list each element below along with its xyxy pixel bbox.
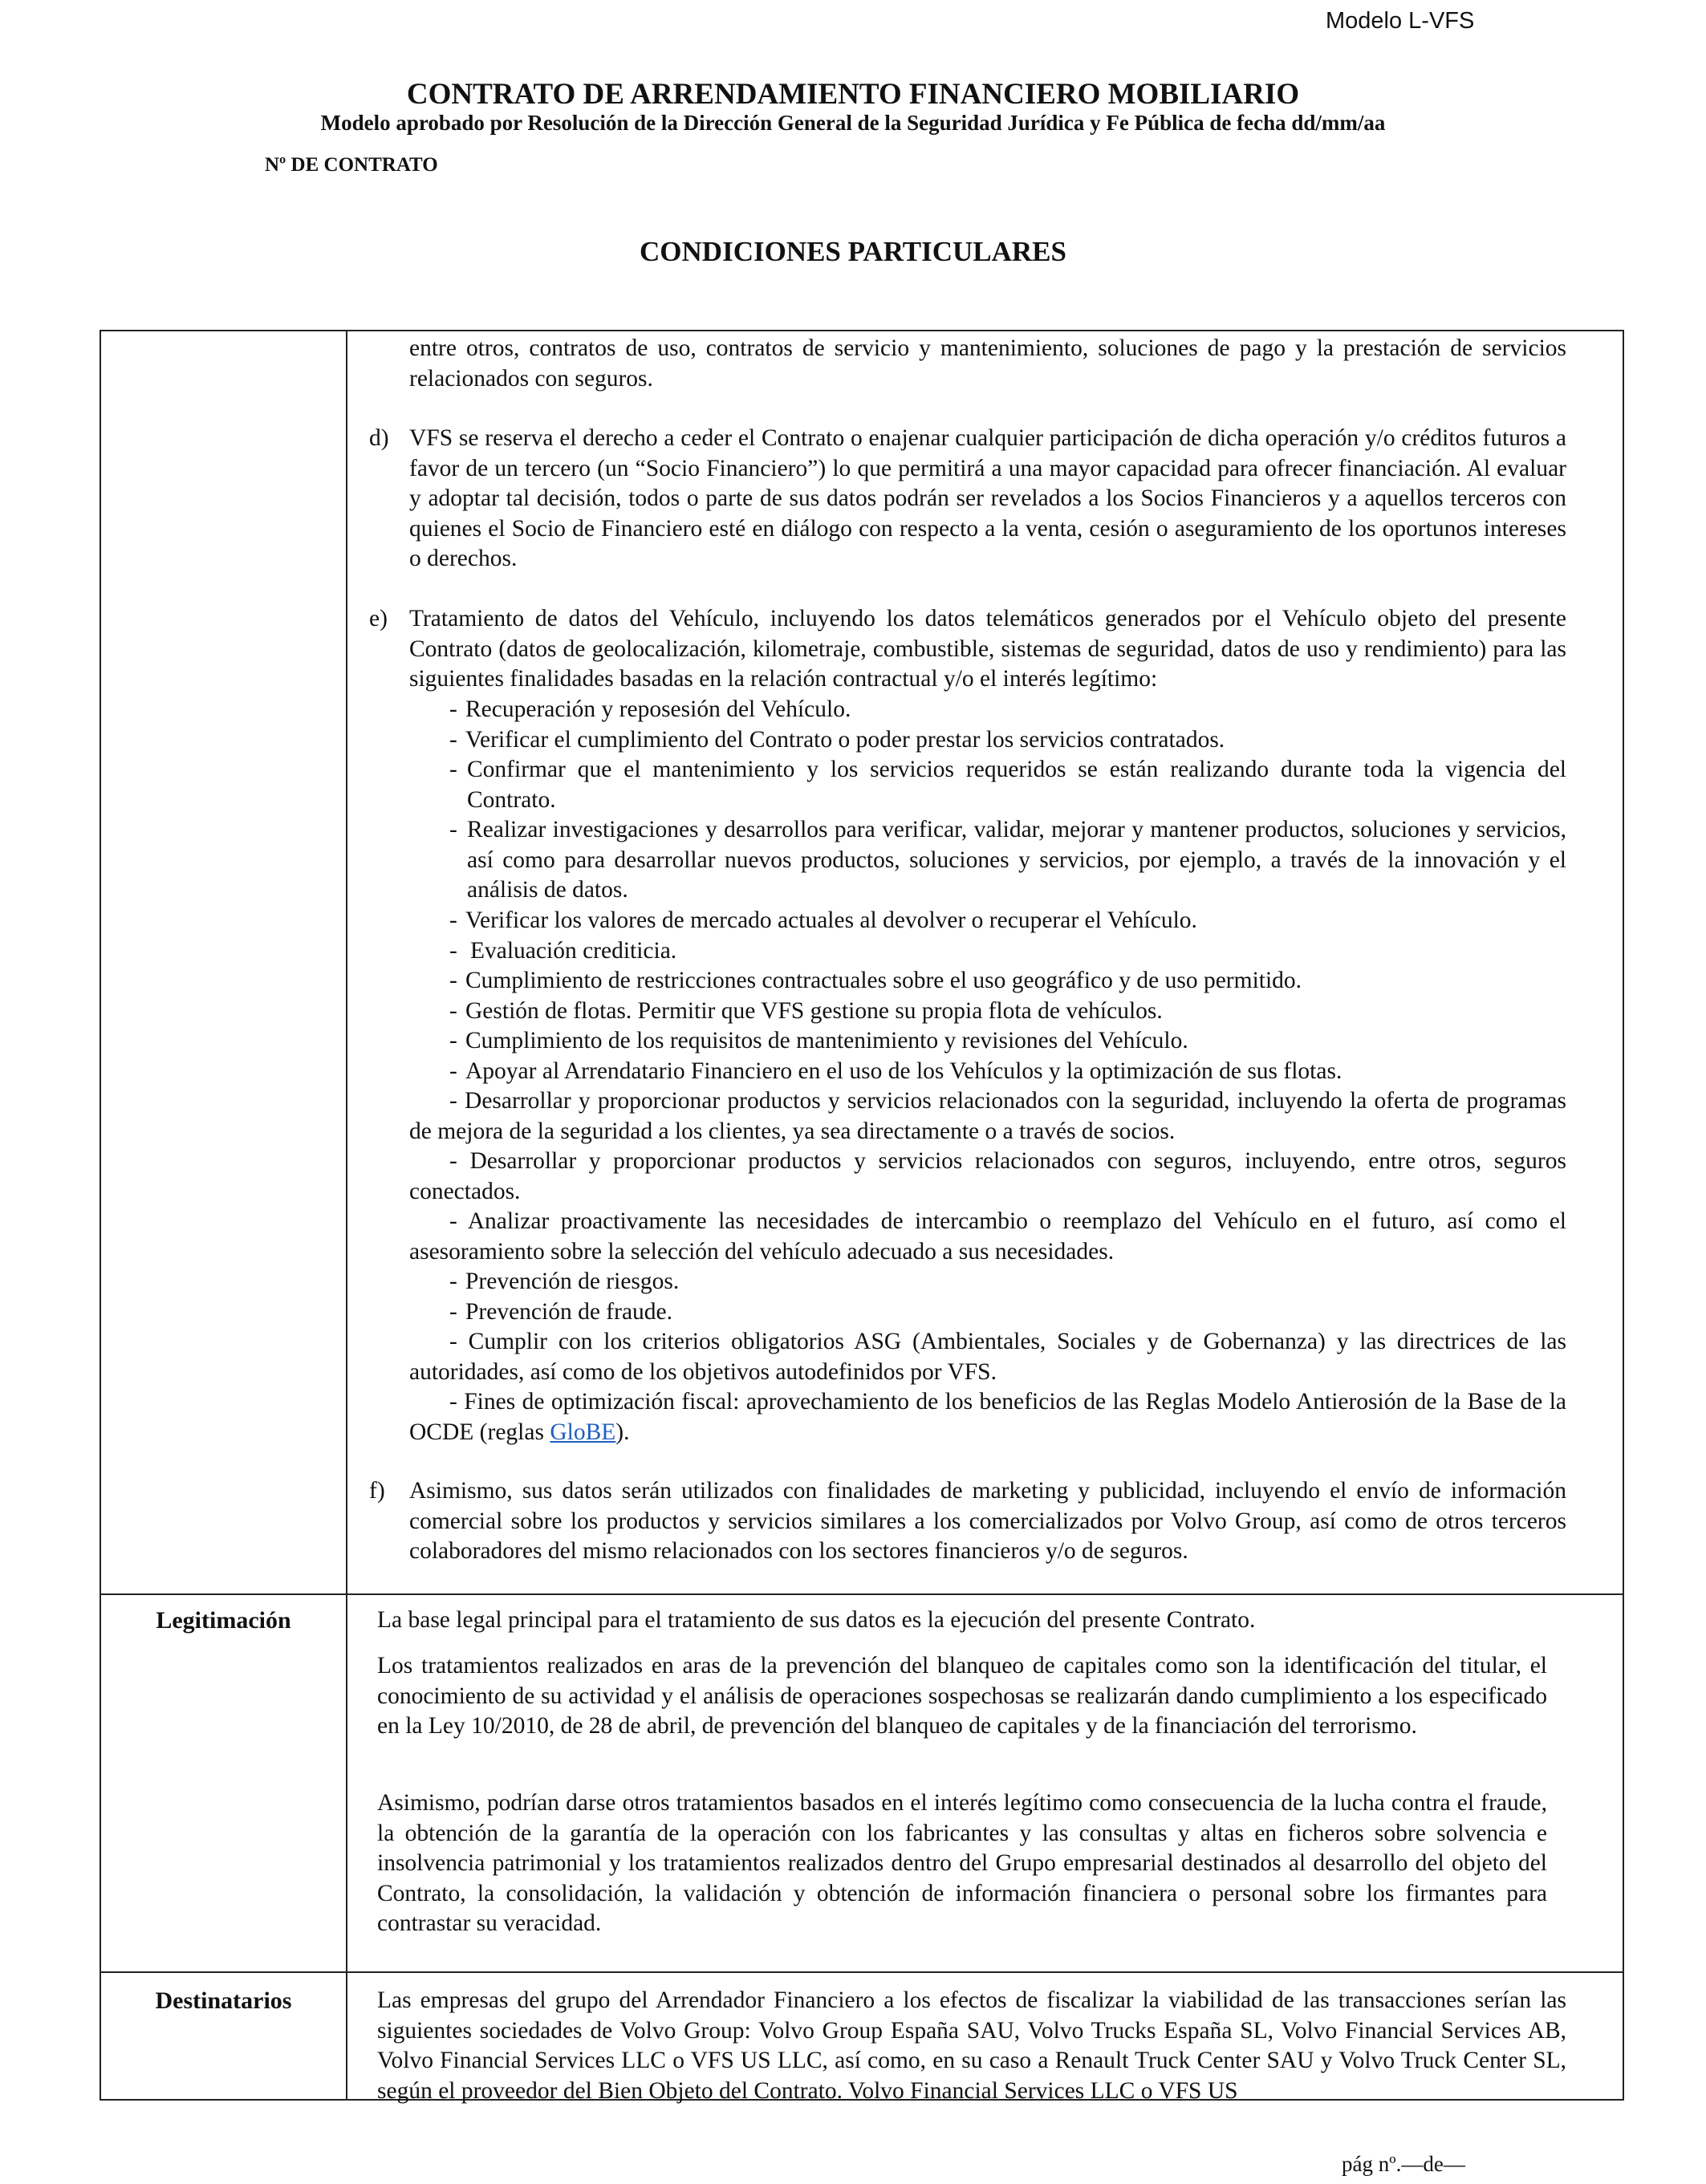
bullet-text: Desarrollar y proporcionar productos y servicios relacionados con seguros, incluyendo, entre otros, seguros conectados. bbox=[409, 1148, 1566, 1204]
data-protection-table bbox=[100, 330, 1624, 2104]
bullet-item-wrapped bbox=[409, 1207, 1566, 1267]
bullet-item: Evaluación crediticia. bbox=[470, 938, 677, 964]
bullet-item: Gestión de flotas. Permitir que VFS gestione su propia flota de vehículos. bbox=[465, 998, 1163, 1024]
row-label-destinatarios: Destinatarios bbox=[155, 1987, 292, 2014]
document-subtitle: Modelo aprobado por Resolución de la Dirección General de la Seguridad Jurídica y Fe Pública de fecha dd/mm/aa bbox=[320, 111, 1386, 135]
legitimacion-paragraph-3: Asimismo, podrían darse otros tratamientos basados en el interés legítimo como consecuencia de la lucha contra el fraude, la obtención de la garantía de la operación con los fabricantes y las consultas y altas en ficheros sobre solvencia e insolvencia patrimonial y los tratamientos realizados dentro del Grupo empresarial destinados al desarrollo del objeto del Contrato, la consolidación, la validación y obtención de información financiera o personal sobre los firmantes para contrastar su veracidad. bbox=[377, 1790, 1547, 1936]
bullet-item-wrapped bbox=[409, 1147, 1566, 1207]
item-e-label: e) bbox=[369, 606, 388, 631]
bullet-item: Recuperación y reposesión del Vehículo. bbox=[465, 696, 851, 722]
document-title: CONTRATO DE ARRENDAMIENTO FINANCIERO MOBILIARIO bbox=[406, 78, 1300, 111]
bullet-text: Cumplir con los criterios obligatorios ASG (Ambientales, Sociales y de Gobernanza) y las directrices de las autoridades, así como de los objetivos autodefinidos por VFS. bbox=[409, 1329, 1567, 1385]
row-label-legitimacion: Legitimación bbox=[156, 1607, 291, 1634]
row-divider-destinatarios bbox=[101, 1971, 1623, 1973]
page-number: pág nº.—de— bbox=[1342, 2152, 1465, 2176]
row-divider-legitimacion bbox=[101, 1593, 1623, 1595]
bullet-dash: - bbox=[449, 1028, 457, 1053]
destinatarios-paragraph-1: Las empresas del grupo del Arrendador Financiero a los efectos de fiscalizar la viabilidad de las transacciones serían las siguientes sociedades de Volvo Group: Volvo Group España SAU, Volvo Trucks España SL, Volvo Financial Services AB, Volvo Financial Services LLC o VFS US LLC, así como, en su caso a Renault Truck Center SAU y Volvo Truck Center SL, según el proveedor del Bien Objeto del Contrato. Volvo Financial Services LLC o VFS US bbox=[377, 1987, 1566, 2104]
bullet-text: Desarrollar y proporcionar productos y servicios relacionados con la seguridad, incluyendo la oferta de programas de mejora de la seguridad a los clientes, ya sea directamente o a través de socios. bbox=[409, 1088, 1567, 1144]
bullet-item: Prevención de fraude. bbox=[465, 1299, 673, 1325]
bullet-dash: - bbox=[449, 757, 457, 782]
bullet-item: Realizar investigaciones y desarrollos para verificar, validar, mejorar y mantener productos, soluciones y servicios, así como para desarrollar nuevos productos, soluciones y servicios, por ejemplo, a través de la innovación y el análisis de datos. bbox=[467, 817, 1566, 903]
bullet-item: Cumplimiento de restricciones contractuales sobre el uso geográfico y de uso permitido. bbox=[465, 968, 1302, 993]
bullet-dash: - bbox=[449, 1148, 470, 1174]
item-e-text: Tratamiento de datos del Vehículo, incluyendo los datos telemáticos generados por el Vehículo objeto del presente Contrato (datos de geolocalización, kilometraje, combustible, sistemas de seguridad, datos de uso y rendimiento) para las siguientes finalidades basadas en la relación contractual y/o el interés legítimo: bbox=[409, 606, 1566, 692]
bullet-item: Verificar los valores de mercado actuales al devolver o recuperar el Vehículo. bbox=[465, 907, 1197, 933]
bullet-item: Prevención de riesgos. bbox=[465, 1269, 680, 1294]
bullet-item-wrapped bbox=[409, 1327, 1566, 1387]
globe-rules-link[interactable]: GloBE bbox=[550, 1419, 616, 1445]
section-title: CONDICIONES PARTICULARES bbox=[640, 236, 1066, 267]
bullet-dash: - bbox=[449, 727, 457, 753]
bullet-item: Verificar el cumplimiento del Contrato o poder prestar los servicios contratados. bbox=[465, 727, 1225, 753]
bullet-dash: - bbox=[449, 1269, 457, 1294]
legitimacion-paragraph-1: La base legal principal para el tratamiento de sus datos es la ejecución del presente Contrato. bbox=[377, 1607, 1256, 1633]
bullet-dash: - bbox=[449, 968, 457, 993]
legitimacion-paragraph-2: Los tratamientos realizados en aras de la prevención del blanqueo de capitales como son la identificación del titular, el conocimiento de su actividad y el análisis de operaciones sospechosas se realizarán dando cumplimiento a los especificado en la Ley 10/2010, de 28 de abril, de prevención del blanqueo de capitales y de la financiación del terrorismo. bbox=[377, 1653, 1547, 1739]
item-f-label: f) bbox=[369, 1478, 385, 1504]
bullet-dash: - bbox=[449, 1329, 469, 1354]
item-d-text: VFS se reserva el derecho a ceder el Contrato o enajenar cualquier participación de dicha operación y/o créditos futuros a favor de un tercero (un “Socio Financiero”) lo que permitirá a una mayor capacidad para ofrecer financiación. Al evaluar y adoptar tal decisión, todos o parte de sus datos podrán ser revelados a los Socios Financieros y a aquellos terceros con quienes el Socio de Financiero esté en diálogo con respecto a la venta, cesión o aseguramiento de los oportunos intereses o derechos. bbox=[409, 425, 1566, 571]
bullet-text-end: ). bbox=[615, 1419, 630, 1445]
item-d-label: d) bbox=[369, 425, 389, 451]
bullet-item: Confirmar que el mantenimiento y los servicios requeridos se están realizando durante toda la vigencia del Contrato. bbox=[467, 757, 1566, 813]
bullet-dash: - bbox=[449, 696, 457, 722]
bullet-dash: - bbox=[449, 1389, 465, 1415]
bullet-dash: - bbox=[449, 938, 457, 964]
model-code: Modelo L-VFS bbox=[1326, 8, 1475, 34]
item-f-text: Asimismo, sus datos serán utilizados con finalidades de marketing y publicidad, incluyendo el envío de información comercial sobre los productos y servicios similares a los comercializados por Volvo Group, así como de otros terceros colaboradores del mismo relacionados con los sectores financieros y/o de seguros. bbox=[409, 1478, 1566, 1564]
bullet-dash: - bbox=[449, 907, 457, 933]
bullet-dash: - bbox=[449, 1058, 457, 1084]
bullet-text: Fines de optimización fiscal: aprovechamiento de los beneficios de las Reglas Modelo Antierosión de la Base de la OCDE (reglas bbox=[409, 1389, 1566, 1445]
bullet-dash: - bbox=[449, 1299, 457, 1325]
bullet-item: Cumplimiento de los requisitos de mantenimiento y revisiones del Vehículo. bbox=[465, 1028, 1188, 1053]
bullet-text: Analizar proactivamente las necesidades de intercambio o reemplazo del Vehículo en el futuro, así como el asesoramiento sobre la selección del vehículo adecuado a sus necesidades. bbox=[409, 1208, 1566, 1265]
bullet-item-wrapped bbox=[409, 1086, 1566, 1147]
purposes-continuation: entre otros, contratos de uso, contratos de servicio y mantenimiento, soluciones de pago y la prestación de servicios relacionados con seguros. bbox=[409, 335, 1566, 392]
bullet-dash: - bbox=[449, 817, 457, 842]
bullet-dash: - bbox=[449, 1208, 468, 1234]
bullet-dash: - bbox=[449, 1088, 465, 1114]
contract-number-label: Nº DE CONTRATO bbox=[265, 154, 438, 176]
column-divider bbox=[346, 331, 347, 2099]
bullet-dash: - bbox=[449, 998, 457, 1024]
bullet-item: Apoyar al Arrendatario Financiero en el uso de los Vehículos y la optimización de sus flotas. bbox=[465, 1058, 1342, 1084]
bullet-item-wrapped bbox=[409, 1387, 1566, 1447]
